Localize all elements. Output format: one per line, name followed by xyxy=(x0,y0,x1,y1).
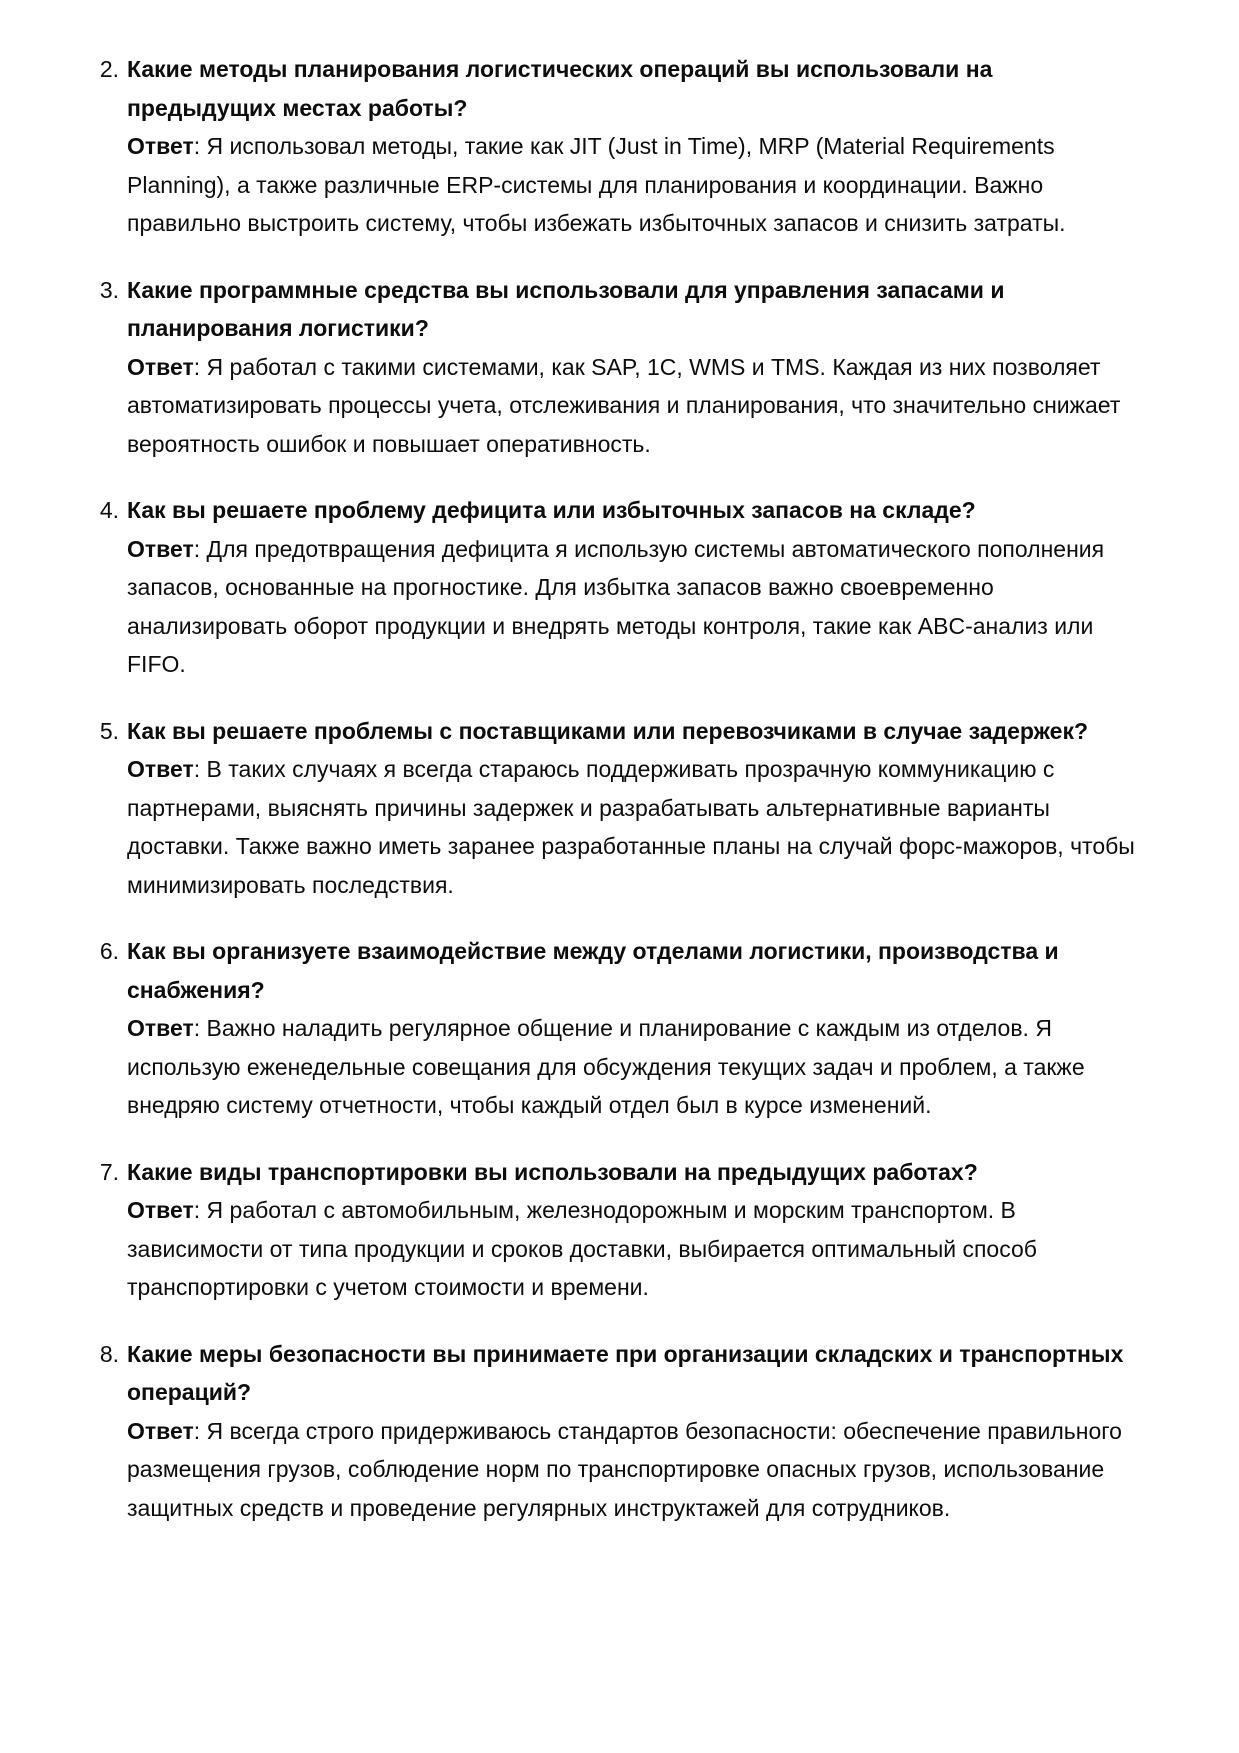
question-text: Как вы организуете взаимодействие между отделами логистики, производства и снабжения? xyxy=(127,938,1059,1003)
answer-label: Ответ xyxy=(127,535,194,562)
qa-item-body xyxy=(127,932,1143,1125)
answer-paragraph xyxy=(127,1009,1143,1125)
answer-paragraph xyxy=(127,1412,1143,1528)
item-number: 3. xyxy=(99,276,119,303)
item-number: 6. xyxy=(99,938,119,964)
question-text: Какие программные средства вы использовали для управления запасами и планирования логистики? xyxy=(127,276,1005,341)
question-text: Какие меры безопасности вы принимаете при организации складских и транспортных операций? xyxy=(127,1340,1124,1405)
qa-item xyxy=(95,1335,1239,1528)
answer-text: : Я работал с такими системами, как SAP, 1C, WMS и TMS. Каждая из них позволяет автоматизировать процессы учета, отслеживания и планирования, что значительно снижает вероятность ошибок и повышает оперативность. xyxy=(127,353,1121,457)
qa-item-body xyxy=(127,50,1143,243)
item-number: 8. xyxy=(99,1340,119,1367)
answer-paragraph xyxy=(127,750,1143,904)
answer-label: Ответ xyxy=(127,1417,194,1444)
answer-paragraph xyxy=(127,348,1143,464)
answer-label: Ответ xyxy=(127,1197,194,1223)
item-number: 5. xyxy=(99,717,119,744)
qa-item xyxy=(95,932,1239,1125)
qa-item xyxy=(95,50,1239,243)
answer-label: Ответ xyxy=(127,353,194,380)
question-text: Как вы решаете проблему дефицита или избыточных запасов на складе? xyxy=(127,497,976,523)
item-number: 4. xyxy=(99,497,119,523)
answer-paragraph xyxy=(127,530,1143,684)
answer-label: Ответ xyxy=(127,1015,194,1041)
qa-item-body xyxy=(127,271,1143,464)
question-text: Какие виды транспортировки вы использовали на предыдущих работах? xyxy=(127,1158,978,1185)
qa-item xyxy=(95,1153,1239,1307)
qa-item-body xyxy=(127,1153,1143,1307)
answer-text: : Я работал с автомобильным, железнодорожным и морским транспортом. В зависимости от типа продукции и сроков доставки, выбирается оптимальный способ транспортировки с учетом стоимости и времени. xyxy=(127,1197,1037,1300)
qa-item-body xyxy=(127,491,1143,684)
qa-item xyxy=(95,491,1239,684)
answer-text: : В таких случаях я всегда стараюсь поддерживать прозрачную коммуникацию с партнерами, выяснять причины задержек и разрабатывать альтернативные варианты доставки. Также важно иметь заранее разработанные планы на случай форс-мажоров, чтобы минимизировать последствия. xyxy=(127,756,1135,898)
answer-paragraph xyxy=(127,127,1143,243)
item-number: 7. xyxy=(99,1158,119,1185)
answer-text: : Я использовал методы, такие как JIT (Just in Time), MRP (Material Requirements Planning), а также различные ERP-системы для планирования и координации. Важно правильно выстроить систему, чтобы избежать избыточных запасов и снизить затраты. xyxy=(127,133,1066,236)
answer-label: Ответ xyxy=(127,756,194,782)
qa-item-body xyxy=(127,712,1143,905)
answer-text: : Важно наладить регулярное общение и планирование с каждым из отделов. Я использую еженедельные совещания для обсуждения текущих задач и проблем, а также внедряю систему отчетности, чтобы каждый отдел был в курсе изменений. xyxy=(127,1015,1085,1118)
question-text: Как вы решаете проблемы с поставщиками или перевозчиками в случае задержек? xyxy=(127,717,1089,744)
answer-paragraph xyxy=(127,1191,1143,1307)
answer-text: : Для предотвращения дефицита я использую системы автоматического пополнения запасов, основанные на прогностике. Для избытка запасов важно своевременно анализировать оборот продукции и внедрять методы контроля, такие как ABC-анализ или FIFO. xyxy=(127,535,1105,677)
qa-item-body xyxy=(127,1335,1143,1528)
qa-item xyxy=(95,712,1239,905)
answer-text: : Я всегда строго придерживаюсь стандартов безопасности: обеспечение правильного размещения грузов, соблюдение норм по транспортировке опасных грузов, использование защитных средств и проведение регулярных инструктажей для сотрудников. xyxy=(127,1417,1122,1521)
question-text: Какие методы планирования логистических операций вы использовали на предыдущих местах работы? xyxy=(127,56,993,121)
qa-item xyxy=(95,271,1239,464)
answer-label: Ответ xyxy=(127,133,194,159)
item-number: 2. xyxy=(99,56,119,82)
